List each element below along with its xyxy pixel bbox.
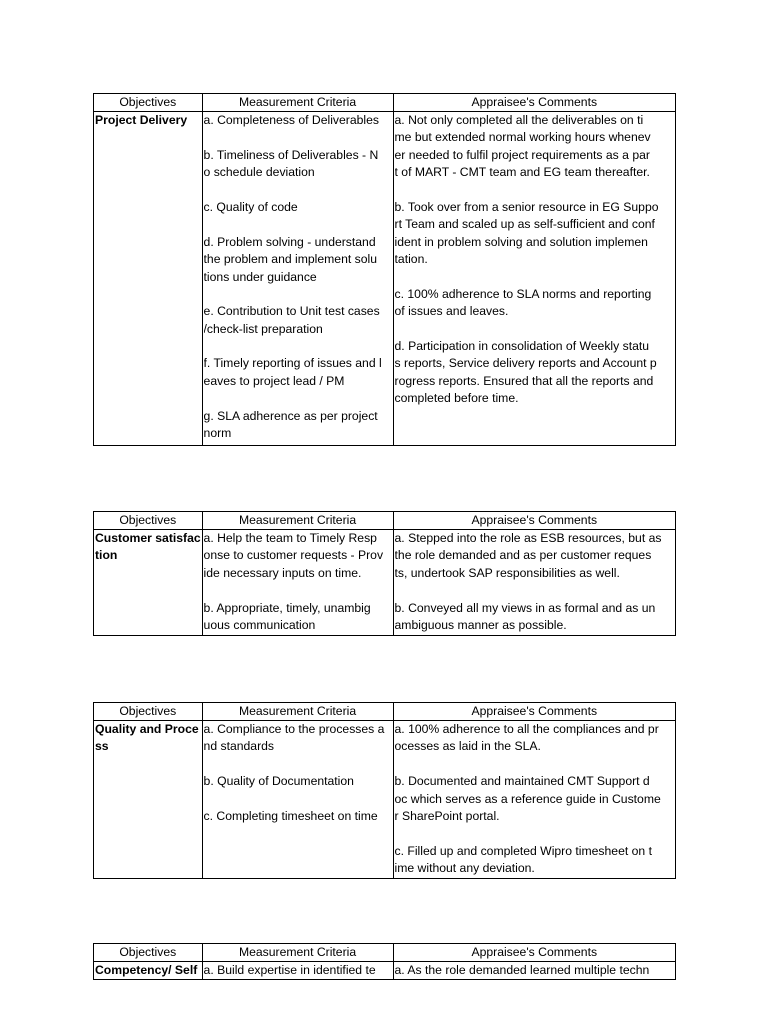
- text-line: r SharePoint portal.: [394, 808, 500, 823]
- blank-line: [204, 582, 392, 599]
- text-line: e. Contribution to Unit test cases: [203, 304, 380, 319]
- header-appraisee-comments: Appraisee's Comments: [393, 94, 675, 112]
- criteria-cell: [202, 721, 393, 879]
- text-line: ss: [95, 739, 109, 754]
- table-header-row: [94, 512, 676, 530]
- header-appraisee-comments: Appraisee's Comments: [393, 944, 675, 962]
- text-line: tions under guidance: [203, 269, 317, 284]
- blank-line: [204, 129, 392, 146]
- text-line: ambiguous manner as possible.: [394, 617, 567, 632]
- blank-line: [204, 390, 392, 407]
- text-line: o schedule deviation: [203, 165, 315, 180]
- text-line: a. Stepped into the role as ESB resources, but as: [394, 531, 662, 545]
- appraisal-table-project-delivery: [93, 93, 676, 446]
- text-line: d. Problem solving - understand: [203, 234, 376, 249]
- text-line: rt Team and scaled up as self-sufficient and conf: [394, 217, 655, 232]
- appraisal-table-customer-satisfaction: [93, 511, 676, 636]
- text-line: ts, undertook SAP responsibilities as well.: [394, 565, 620, 580]
- table-row: [94, 112, 676, 446]
- objective-cell: [94, 112, 203, 446]
- header-measurement-criteria: Measurement Criteria: [202, 94, 393, 112]
- text-line: b. Took over from a senior resource in EG Suppo: [394, 199, 659, 214]
- header-objectives: Objectives: [94, 512, 203, 530]
- text-line: Quality and Proce: [95, 722, 199, 736]
- text-line: c. Filled up and completed Wipro timesheet on t: [394, 843, 652, 858]
- text-line: ide necessary inputs on time.: [203, 565, 362, 580]
- blank-line: [204, 338, 392, 355]
- table-header-row: [94, 944, 676, 962]
- objective-cell: [94, 530, 203, 636]
- table-row: [94, 721, 676, 879]
- text-line: onse to customer requests - Prov: [203, 548, 384, 563]
- blank-line: [395, 756, 674, 773]
- text-line: Competency/ Self: [95, 963, 198, 977]
- criteria-cell: [202, 530, 393, 636]
- header-measurement-criteria: Measurement Criteria: [202, 703, 393, 721]
- text-line: Customer satisfac: [95, 531, 201, 545]
- text-line: g. SLA adherence as per project: [203, 408, 378, 423]
- text-line: b. Quality of Documentation: [203, 774, 354, 789]
- comments-cell: [393, 962, 675, 980]
- text-line: b. Documented and maintained CMT Support d: [394, 774, 650, 789]
- text-line: a. Completeness of Deliverables: [203, 113, 379, 127]
- header-objectives: Objectives: [94, 703, 203, 721]
- appraisal-table-quality-and-process: [93, 702, 676, 879]
- text-line: nd standards: [203, 739, 275, 754]
- objective-cell: [94, 721, 203, 879]
- text-line: t of MART - CMT team and EG team thereafter.: [394, 165, 650, 180]
- text-line: tion: [95, 548, 118, 563]
- text-line: ime without any deviation.: [394, 861, 535, 876]
- criteria-cell: [202, 962, 393, 980]
- text-line: a. Not only completed all the deliverables on ti: [394, 113, 644, 127]
- text-line: a. Help the team to Timely Resp: [203, 531, 377, 545]
- text-line: /check-list preparation: [203, 321, 323, 336]
- header-measurement-criteria: Measurement Criteria: [202, 944, 393, 962]
- text-line: c. Completing timesheet on time: [203, 808, 378, 823]
- blank-line: [395, 582, 674, 599]
- text-line: f. Timely reporting of issues and l: [203, 356, 382, 371]
- header-objectives: Objectives: [94, 94, 203, 112]
- text-line: b. Timeliness of Deliverables - N: [203, 147, 379, 162]
- text-line: tation.: [394, 252, 428, 267]
- comments-cell: [393, 530, 675, 636]
- criteria-cell: [202, 112, 393, 446]
- text-line: a. 100% adherence to all the compliances and pr: [394, 722, 659, 736]
- text-line: c. 100% adherence to SLA norms and reporting: [394, 286, 652, 301]
- text-line: of issues and leaves.: [394, 304, 509, 319]
- table-row: [94, 962, 676, 980]
- blank-line: [204, 182, 392, 199]
- blank-line: [395, 269, 674, 286]
- blank-line: [204, 791, 392, 808]
- text-line: a. Build expertise in identified te: [203, 963, 376, 977]
- table-row: [94, 530, 676, 636]
- text-line: the problem and implement solu: [203, 252, 377, 267]
- text-line: b. Appropriate, timely, unambig: [203, 600, 371, 615]
- table-header-row: [94, 94, 676, 112]
- text-line: a. As the role demanded learned multiple techn: [394, 963, 650, 977]
- header-measurement-criteria: Measurement Criteria: [202, 512, 393, 530]
- text-line: ident in problem solving and solution implemen: [394, 234, 648, 249]
- text-line: ocesses as laid in the SLA.: [394, 739, 541, 754]
- text-line: the role demanded and as per customer reques: [394, 548, 652, 563]
- text-line: s reports, Service delivery reports and Account p: [394, 356, 657, 371]
- table-header-row: [94, 703, 676, 721]
- text-line: a. Compliance to the processes a: [203, 722, 385, 736]
- comments-cell: [393, 721, 675, 879]
- blank-line: [204, 756, 392, 773]
- text-line: Project Delivery: [95, 113, 188, 127]
- header-appraisee-comments: Appraisee's Comments: [393, 703, 675, 721]
- blank-line: [204, 286, 392, 303]
- text-line: eaves to project lead / PM: [203, 373, 345, 388]
- comments-cell: [393, 112, 675, 446]
- text-line: rogress reports. Ensured that all the reports and: [394, 373, 654, 388]
- objective-cell: [94, 962, 203, 980]
- text-line: oc which serves as a reference guide in Custome: [394, 791, 661, 806]
- header-objectives: Objectives: [94, 944, 203, 962]
- blank-line: [395, 825, 674, 842]
- blank-line: [395, 321, 674, 338]
- text-line: completed before time.: [394, 391, 519, 406]
- appraisal-table-competency: [93, 943, 676, 980]
- text-line: b. Conveyed all my views in as formal and as un: [394, 600, 656, 615]
- text-line: norm: [203, 426, 232, 441]
- header-appraisee-comments: Appraisee's Comments: [393, 512, 675, 530]
- blank-line: [204, 216, 392, 233]
- blank-line: [395, 182, 674, 199]
- text-line: c. Quality of code: [203, 199, 298, 214]
- text-line: d. Participation in consolidation of Weekly statu: [394, 339, 650, 354]
- text-line: me but extended normal working hours whenev: [394, 130, 651, 145]
- text-line: uous communication: [203, 617, 316, 632]
- text-line: er needed to fulfil project requirements as a par: [394, 147, 650, 162]
